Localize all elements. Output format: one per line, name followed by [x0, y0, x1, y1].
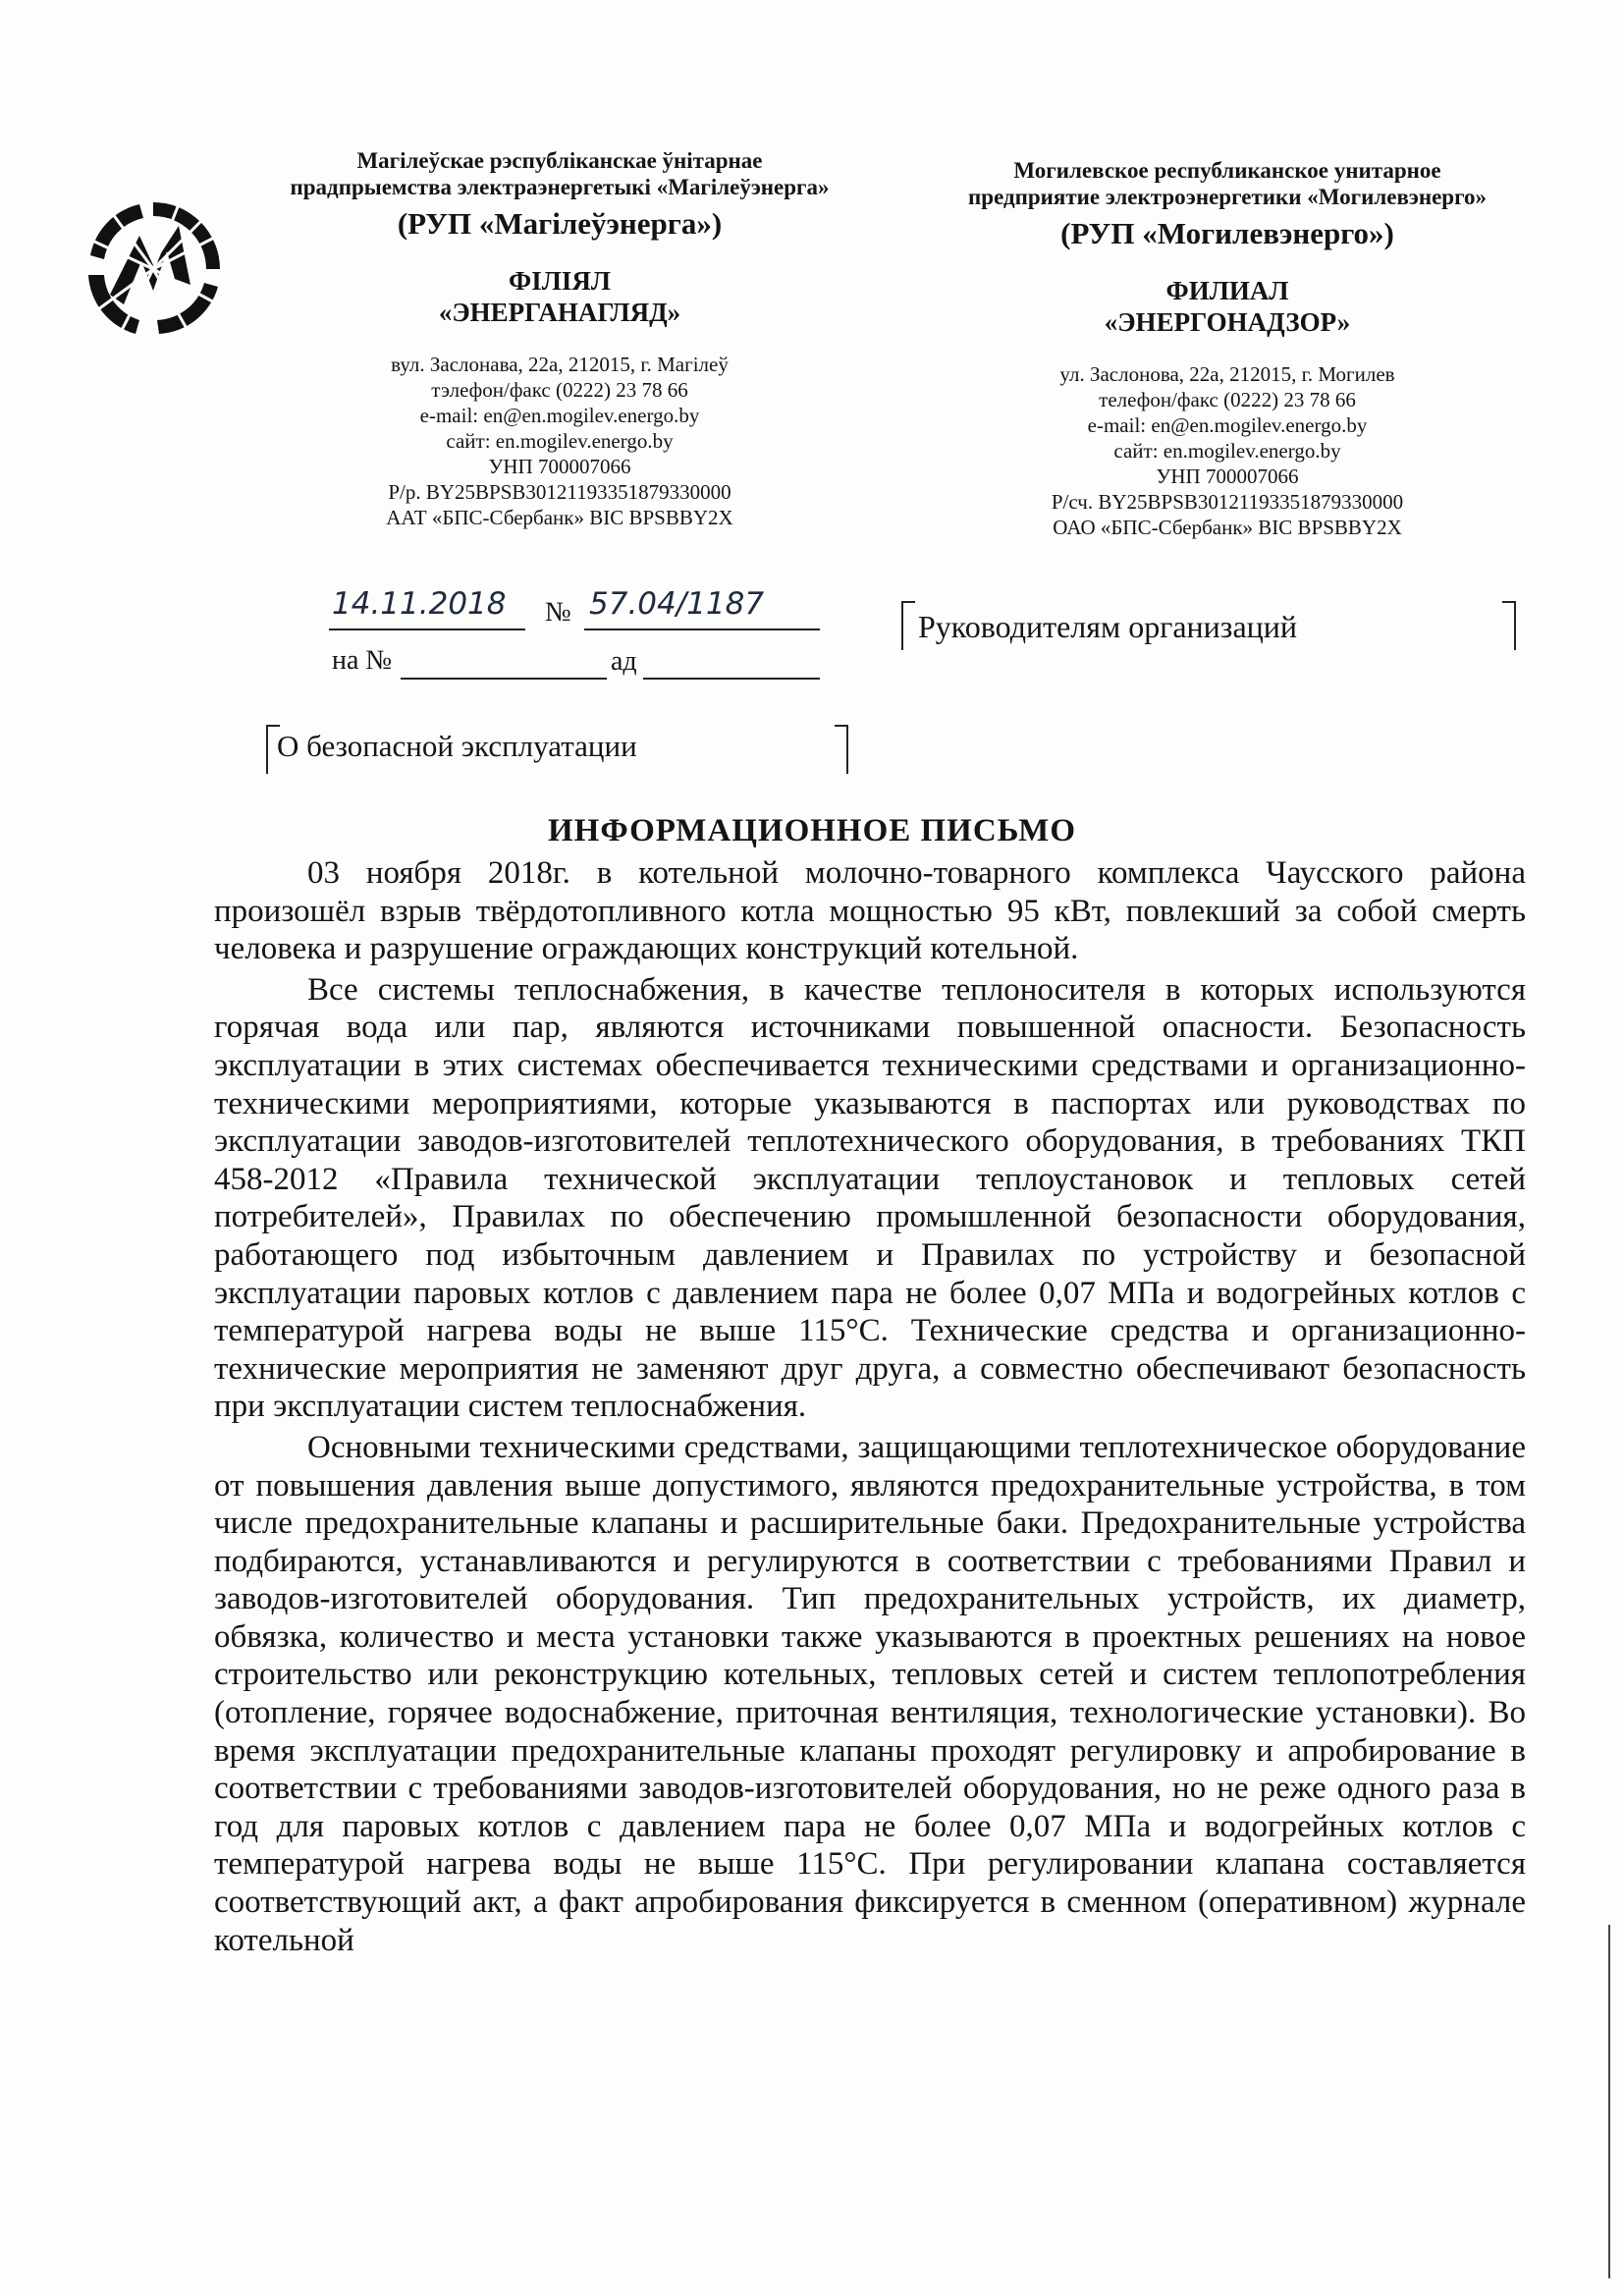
on-number-line — [401, 678, 607, 680]
addressee-bracket-left — [901, 601, 915, 650]
org-name-line2-ru: предприятие электроэнергетики «Могилевэнерго» — [968, 185, 1487, 209]
email-line: e-mail: en@en.mogilev.energo.by — [419, 404, 700, 427]
letter-title: ИНФОРМАЦИОННОЕ ПИСЬМО — [547, 813, 1076, 848]
on-number-label: на № — [332, 645, 393, 676]
email-line: e-mail: en@en.mogilev.energo.by — [1087, 413, 1368, 437]
from-label: ад — [611, 646, 637, 677]
unp-line: УНП 700007066 — [1156, 465, 1299, 488]
address-line: ул. Заслонова, 22а, 212015, г. Могилев — [1059, 362, 1395, 386]
number-underline — [584, 629, 820, 630]
org-name-line1-ru: Могилевское республиканское унитарное — [1013, 158, 1441, 183]
header-right — [923, 157, 1532, 540]
unp-line: УНП 700007066 — [488, 455, 631, 478]
addressee: Руководителям организаций — [918, 609, 1298, 644]
header-left — [245, 147, 874, 530]
letter-date: 14.11.2018 — [332, 586, 507, 622]
phone-line: тэлефон/факс (0222) 23 78 66 — [431, 378, 688, 402]
phone-line: телефон/факс (0222) 23 78 66 — [1099, 388, 1356, 411]
bank-account-line: Р/р. BY25BPSB30121193351879330000 — [388, 480, 731, 504]
scan-edge-line — [1608, 1925, 1610, 2278]
org-short-name-by: (РУП «Магілеўэнерга») — [397, 206, 723, 241]
bank-name-line: ААТ «БПС-Сбербанк» BIC BPSBBY2X — [386, 506, 733, 529]
bank-name-line: ОАО «БПС-Сбербанк» BIC BPSBBY2X — [1053, 516, 1402, 539]
subject-bracket-right — [835, 725, 848, 774]
body-paragraph: Все системы теплоснабжения, в качестве теплоносителя в которых используются горячая вода или пар, являются источниками повышенной опасности. Безопасность эксплуатации в этих системах обеспечивается техническими средствами и организационно-техническими мероприятиями, которые указываются в паспортах или руководствах по эксплуатации заводов-изготовителей теплотехнического оборудования, в требованиях ТКП 458-2012 «Правила технической эксплуатации теплоустановок и тепловых сетей потребителей», Правилах по обеспечению промышленной безопасности оборудования, работающего под избыточным давлением и Правилах по устройству и безопасной эксплуатации паровых котлов с давлением пара не более 0,07 МПа и водогрейных котлов с температурой нагрева воды не выше 115°С. Технические средства и организационно-технические мероприятия не заменяют друг друга, а совместно обеспечивают безопасность при эксплуатации систем теплоснабжения. — [214, 971, 1526, 1425]
number-sign: № — [545, 597, 571, 628]
letter-subject: О безопасной эксплуатации — [277, 729, 637, 763]
address-line: вул. Заслонава, 22а, 212015, г. Магілеў — [391, 353, 729, 376]
bank-account-line: Р/сч. BY25BPSB30121193351879330000 — [1051, 490, 1404, 514]
org-name-line1-by: Магілеўскае рэспубліканскае ўнітарнае — [356, 148, 763, 173]
addressee-bracket-right — [1502, 601, 1516, 650]
body-paragraph: 03 ноября 2018г. в котельной молочно-товарного комплекса Чаусского района произошёл взрыв твёрдотопливного котла мощностью 95 кВт, повлекший за собой смерть человека и разрушение ограждающих конструкций котельной. — [214, 855, 1526, 967]
branch-label-ru: ФИЛИАЛ — [1165, 276, 1289, 305]
org-short-name-ru: (РУП «Могилевэнерго») — [1060, 216, 1394, 250]
branch-name-by: «ЭНЕРГАНАГЛЯД» — [438, 298, 681, 327]
website-line: сайт: en.mogilev.energo.by — [1113, 439, 1341, 463]
date-underline — [329, 629, 525, 630]
letter-number: 57.04/1187 — [589, 586, 765, 622]
company-logo — [81, 196, 226, 342]
branch-name-ru: «ЭНЕРГОНАДЗОР» — [1104, 307, 1351, 337]
body-paragraph: Основными техническими средствами, защищающими теплотехническое оборудование от повышения давления выше допустимого, являются предохранительные устройства, в том числе предохранительные клапаны и расширительные баки. Предохранительные устройства подбираются, устанавливаются и регулируются в соответствии с требованиями Правил и заводов-изготовителей оборудования. Тип предохранительных устройств, их диаметр, обвязка, количество и места установки также указываются в проектных решениях на новое строительство или реконструкцию котельных, тепловых сетей и систем теплопотребления (отопление, горячее водоснабжение, приточная вентиляция, технологические установки). Во время эксплуатации предохранительные клапаны проходят регулировку и апробирование в соответствии с требованиями заводов-изготовителей оборудования, но не реже одного раза в год для паровых котлов с давлением пара не более 0,07 МПа и водогрейных котлов с температурой нагрева воды не выше 115°С. При регулировании клапана составляется соответствующий акт, а факт апробирования фиксируется в сменном (оперативном) журнале котельной — [214, 1429, 1526, 1958]
branch-label-by: ФІЛІЯЛ — [509, 266, 611, 296]
website-line: сайт: en.mogilev.energo.by — [446, 429, 674, 453]
org-name-line2-by: прадпрыемства электраэнергетыкі «Магілеўэнерга» — [290, 175, 830, 199]
from-line — [643, 678, 820, 680]
letter-body — [214, 854, 1526, 1962]
